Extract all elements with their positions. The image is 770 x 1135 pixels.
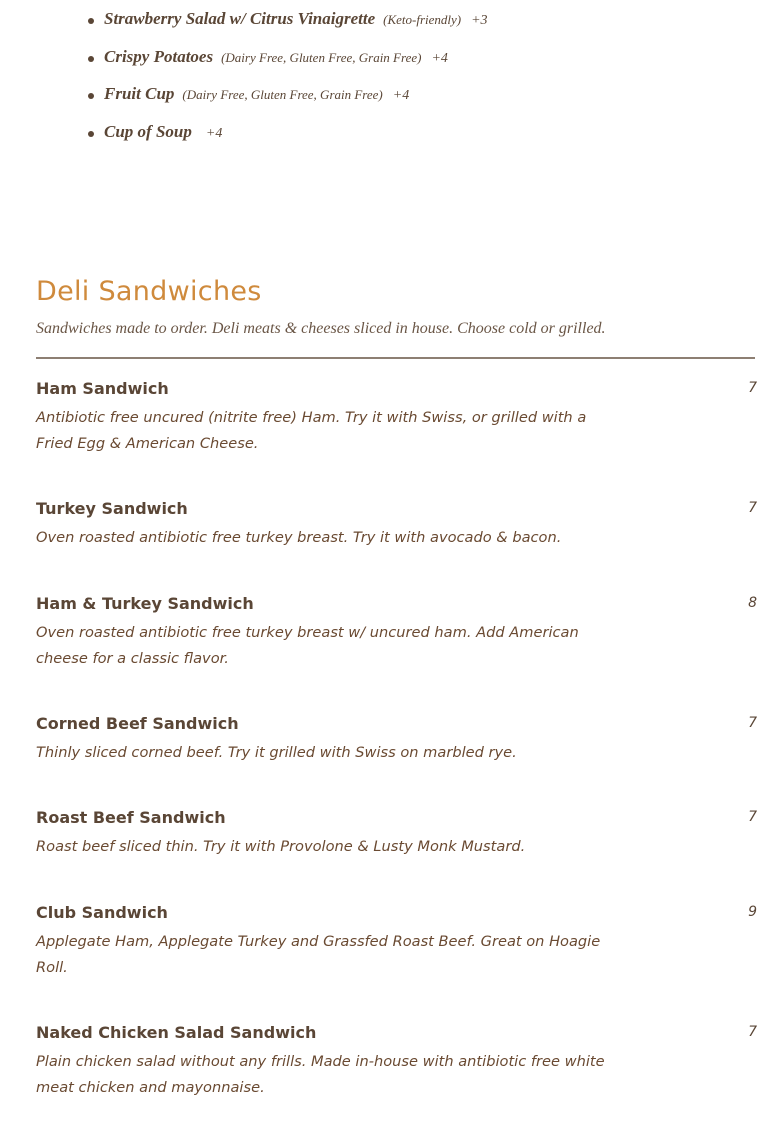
item-description: Oven roasted antibiotic free turkey breast w/ uncured ham. Add American cheese for a classic flavor. — [36, 624, 579, 667]
side-name: Cup of Soup — [104, 122, 192, 141]
item-name: Ham & Turkey Sandwich — [36, 594, 254, 613]
menu-item-ham-turkey-sandwich — [36, 593, 755, 671]
item-name: Roast Beef Sandwich — [36, 808, 226, 827]
item-price: 7 — [748, 809, 757, 825]
item-description: Applegate Ham, Applegate Turkey and Grassfed Roast Beef. Great on Hoagie Roll. — [36, 933, 601, 976]
side-note: (Keto-friendly) — [383, 12, 462, 27]
section-title: Deli Sandwiches — [36, 276, 262, 307]
bullet-icon — [88, 131, 94, 137]
side-item-cup-of-soup — [104, 122, 222, 142]
menu-item-roast-beef-sandwich — [36, 807, 755, 860]
side-price: +4 — [392, 88, 410, 103]
side-item-fruit-cup — [104, 84, 409, 104]
side-price: +4 — [205, 126, 223, 141]
side-item-strawberry-salad — [104, 9, 488, 29]
side-price: +4 — [431, 51, 448, 66]
item-price: 8 — [748, 595, 757, 611]
item-price: 9 — [748, 904, 757, 920]
item-name: Club Sandwich — [36, 903, 168, 922]
side-name: Crispy Potatoes — [104, 47, 214, 66]
menu-item-ham-sandwich — [36, 378, 755, 456]
side-note: (Dairy Free, Gluten Free, Grain Free) — [182, 87, 383, 102]
item-description: Thinly sliced corned beef. Try it grilled with Swiss on marbled rye. — [36, 744, 517, 761]
bullet-icon — [88, 93, 94, 99]
section-description: Sandwiches made to order. Deli meats & cheeses sliced in house. Choose cold or grilled. — [36, 320, 606, 337]
bullet-icon — [88, 18, 94, 24]
item-description: Plain chicken salad without any frills. Made in-house with antibiotic free white meat chicken and mayonnaise. — [36, 1053, 605, 1096]
item-description: Oven roasted antibiotic free turkey breast. Try it with avocado & bacon. — [36, 529, 562, 546]
item-description: Antibiotic free uncured (nitrite free) Ham. Try it with Swiss, or grilled with a Fried Egg & American Cheese. — [36, 409, 587, 452]
side-price: +3 — [471, 13, 488, 28]
menu-item-corned-beef-sandwich — [36, 713, 755, 766]
menu-item-turkey-sandwich — [36, 498, 755, 551]
item-description: Roast beef sliced thin. Try it with Provolone & Lusty Monk Mustard. — [36, 838, 526, 855]
side-name: Fruit Cup — [104, 84, 175, 103]
item-price: 7 — [748, 500, 757, 516]
item-price: 7 — [748, 715, 757, 731]
item-name: Ham Sandwich — [36, 379, 169, 398]
item-name: Corned Beef Sandwich — [36, 714, 239, 733]
item-price: 7 — [748, 1024, 757, 1040]
item-price: 7 — [748, 380, 757, 396]
side-name: Strawberry Salad w/ Citrus Vinaigrette — [104, 9, 376, 28]
side-item-crispy-potatoes — [104, 47, 448, 67]
menu-item-naked-chicken-salad-sandwich — [36, 1022, 755, 1100]
item-name: Turkey Sandwich — [36, 499, 188, 518]
menu-item-club-sandwich — [36, 902, 755, 980]
item-name: Naked Chicken Salad Sandwich — [36, 1023, 317, 1042]
side-note: (Dairy Free, Gluten Free, Grain Free) — [221, 50, 422, 65]
section-divider — [36, 357, 755, 359]
bullet-icon — [88, 56, 94, 62]
